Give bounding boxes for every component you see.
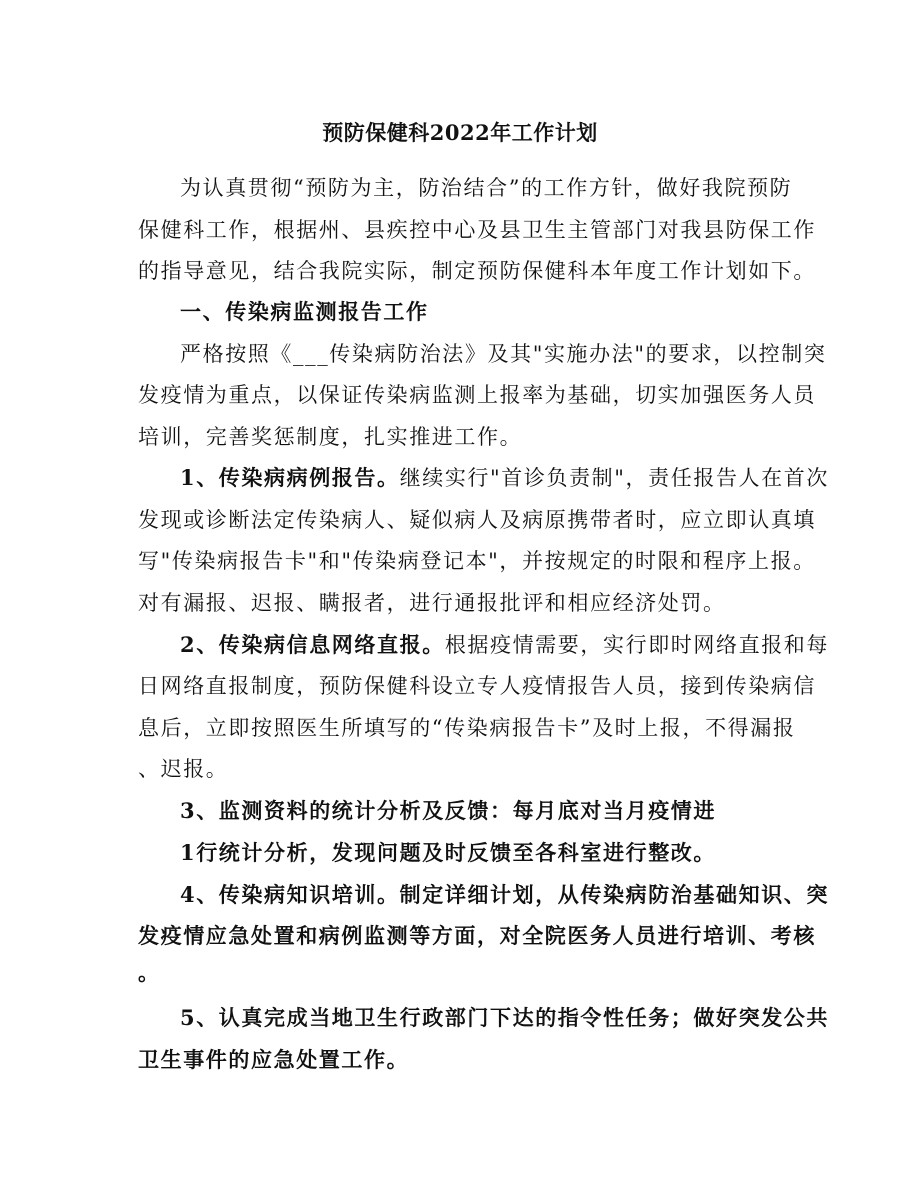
item-text: 根据疫情需要，实行即时网络直报和每	[444, 633, 830, 657]
item-heading: 1、传染病病例报告。	[180, 465, 400, 490]
paragraph-line: 培训，完善奖惩制度，扎实推进工作。	[138, 425, 523, 449]
item-heading: 2、传染病信息网络直报。	[180, 632, 445, 657]
paragraph-line	[180, 630, 829, 660]
paragraph-line: 保健科工作，根据州、县疾控中心及县卫生主管部门对我县防保工作	[138, 218, 816, 242]
paragraph-line: 4、传染病知识培训。制定详细计划，从传染病防治基础知识、突	[180, 882, 830, 907]
paragraph-line: 发现或诊断法定传染病人、疑似病人及病原携带者时，应立即认真填	[138, 508, 816, 532]
paragraph-line: 为认真贯彻“预防为主，防治结合”的工作方针，做好我院预防	[180, 176, 793, 200]
document-title: 预防保健科2022年工作计划	[322, 120, 598, 145]
section-heading: 一、传染病监测报告工作	[180, 299, 429, 324]
paragraph-line: 发疫情应急处置和病例监测等方面，对全院医务人员进行培训、考核	[138, 923, 816, 948]
paragraph-line: 卫生事件的应急处置工作。	[138, 1047, 410, 1072]
paragraph-line: 3、监测资料的统计分析及反馈：每月底对当月疫情进	[180, 798, 717, 823]
paragraph-line: 。	[138, 960, 161, 985]
paragraph-line: 5、认真完成当地卫生行政部门下达的指令性任务；做好突发公共	[180, 1005, 830, 1030]
paragraph-line: 写"传染病报告卡"和"传染病登记本"，并按规定的时限和程序上报。	[138, 549, 816, 573]
paragraph-line: 的指导意见，结合我院实际，制定预防保健科本年度工作计划如下。	[138, 259, 816, 283]
paragraph-line: 发疫情为重点，以保证传染病监测上报率为基础，切实加强医务人员	[138, 383, 816, 407]
paragraph-line: 、迟报。	[138, 757, 229, 781]
paragraph-line: 日网络直报制度，预防保健科设立专人疫情报告人员，接到传染病信	[138, 674, 816, 698]
paragraph-line: 1行统计分析，发现问题及时反馈至各科室进行整改。	[180, 840, 717, 865]
paragraph-line: 对有漏报、迟报、瞒报者，进行通报批评和相应经济处罚。	[138, 591, 726, 615]
item-text: 继续实行"首诊负责制"，责任报告人在首次	[399, 466, 829, 490]
paragraph-line: 严格按照《___传染病防治法》及其"实施办法"的要求，以控制突	[180, 342, 827, 366]
paragraph-line: 息后，立即按照医生所填写的“传染病报告卡”及时上报，不得漏报	[138, 716, 796, 740]
paragraph-line	[180, 463, 829, 493]
